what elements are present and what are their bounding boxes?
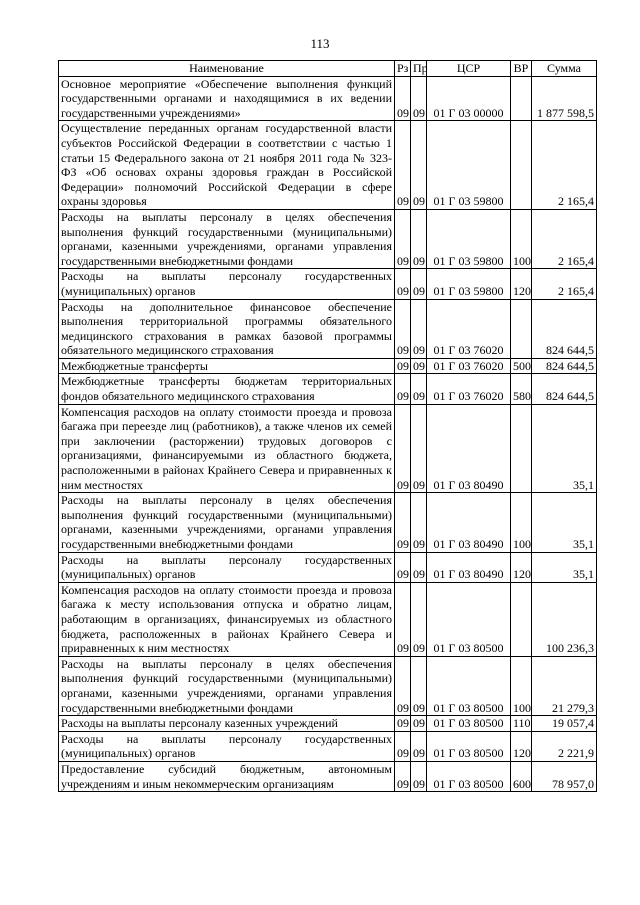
row-pr: 09 [411, 358, 427, 374]
row-rz: 09 [395, 269, 411, 299]
row-sum: 2 165,4 [532, 269, 597, 299]
row-pr: 09 [411, 209, 427, 268]
row-csr: 01 Г 03 80500 [427, 716, 511, 732]
header-vr: ВР [511, 61, 532, 77]
row-csr: 01 Г 03 80500 [427, 731, 511, 761]
row-pr: 09 [411, 299, 427, 358]
table-row [59, 121, 597, 210]
table-body [59, 76, 597, 792]
row-sum: 35,1 [532, 404, 597, 493]
header-name: Наименование [59, 61, 395, 77]
row-name: Межбюджетные трансферты бюджетам территориальных фондов обязательного медицинского страхования [59, 374, 395, 404]
row-sum: 19 057,4 [532, 716, 597, 732]
row-vr [511, 404, 532, 493]
row-csr: 01 Г 03 80500 [427, 582, 511, 656]
row-csr: 01 Г 03 76020 [427, 374, 511, 404]
row-rz: 09 [395, 404, 411, 493]
table-row [59, 299, 597, 358]
row-rz: 09 [395, 761, 411, 791]
row-name: Осуществление переданных органам государственной власти субъектов Российской Федерации в соответствии с частью 1 статьи 15 Федерального закона от 21 ноября 2011 года № 323-ФЗ «Об основах охраны здоровья граждан в Российской Федерации» полномочий Российской Федерации в сфере охраны здоровья [59, 121, 395, 210]
table-header-row [59, 61, 597, 77]
row-pr: 09 [411, 582, 427, 656]
table-row [59, 582, 597, 656]
row-pr: 09 [411, 493, 427, 552]
table-row [59, 209, 597, 268]
row-vr: 120 [511, 552, 532, 582]
row-vr: 500 [511, 358, 532, 374]
row-csr: 01 Г 03 80490 [427, 404, 511, 493]
row-name: Межбюджетные трансферты [59, 358, 395, 374]
row-csr: 01 Г 03 80490 [427, 552, 511, 582]
row-csr: 01 Г 03 59800 [427, 121, 511, 210]
budget-table [58, 60, 597, 792]
header-pr: Пр [411, 61, 427, 77]
row-vr: 580 [511, 374, 532, 404]
table-row [59, 731, 597, 761]
row-name: Расходы на выплаты персоналу государственных (муниципальных) органов [59, 269, 395, 299]
row-rz: 09 [395, 358, 411, 374]
row-sum: 824 644,5 [532, 374, 597, 404]
row-sum: 35,1 [532, 493, 597, 552]
page-number: 113 [310, 36, 330, 51]
row-vr: 100 [511, 656, 532, 715]
table-row [59, 552, 597, 582]
row-vr [511, 582, 532, 656]
row-vr [511, 121, 532, 210]
row-pr: 09 [411, 374, 427, 404]
table-row [59, 374, 597, 404]
row-sum: 824 644,5 [532, 358, 597, 374]
header-rz: Рз [395, 61, 411, 77]
row-sum: 2 165,4 [532, 209, 597, 268]
row-pr: 09 [411, 731, 427, 761]
row-rz: 09 [395, 76, 411, 121]
row-name: Основное мероприятие «Обеспечение выполнения функций государственными органами и находящимися в их ведении государственными учреждениями» [59, 76, 395, 121]
row-name: Расходы на выплаты персоналу в целях обеспечения выполнения функций государственными (муниципальными) органами, казенными учреждениями, органами управления государственными внебюджетными фондами [59, 209, 395, 268]
row-sum: 78 957,0 [532, 761, 597, 791]
row-rz: 09 [395, 493, 411, 552]
row-sum: 21 279,3 [532, 656, 597, 715]
row-vr: 100 [511, 493, 532, 552]
row-pr: 09 [411, 552, 427, 582]
row-pr: 09 [411, 656, 427, 715]
row-pr: 09 [411, 76, 427, 121]
row-pr: 09 [411, 716, 427, 732]
header-sum: Сумма [532, 61, 597, 77]
row-sum: 2 221,9 [532, 731, 597, 761]
row-sum: 1 877 598,5 [532, 76, 597, 121]
row-sum: 824 644,5 [532, 299, 597, 358]
row-pr: 09 [411, 269, 427, 299]
table-row [59, 656, 597, 715]
table-row [59, 76, 597, 121]
row-rz: 09 [395, 121, 411, 210]
row-name: Компенсация расходов на оплату стоимости проезда и провоза багажа к месту использования отпуска и обратно лицам, работающим в организациях, финансируемых из областного бюджета, расположенных в районах Крайнего Севера и приравненных к ним местностях [59, 582, 395, 656]
row-name: Расходы на дополнительное финансовое обеспечение выполнения территориальной программы обязательного медицинского страхования в рамках базовой программы обязательного медицинского страхования [59, 299, 395, 358]
row-csr: 01 Г 03 80490 [427, 493, 511, 552]
row-name: Расходы на выплаты персоналу государственных (муниципальных) органов [59, 552, 395, 582]
row-name: Расходы на выплаты персоналу в целях обеспечения выполнения функций государственными (муниципальными) органами, казенными учреждениями, органами управления государственными внебюджетными фондами [59, 656, 395, 715]
row-name: Расходы на выплаты персоналу казенных учреждений [59, 716, 395, 732]
row-rz: 09 [395, 582, 411, 656]
row-csr: 01 Г 03 59800 [427, 209, 511, 268]
row-vr: 100 [511, 209, 532, 268]
row-rz: 09 [395, 299, 411, 358]
row-vr: 600 [511, 761, 532, 791]
row-name: Расходы на выплаты персоналу государственных (муниципальных) органов [59, 731, 395, 761]
table-row [59, 716, 597, 732]
row-csr: 01 Г 03 76020 [427, 299, 511, 358]
row-csr: 01 Г 03 80500 [427, 656, 511, 715]
table-row [59, 269, 597, 299]
row-vr: 110 [511, 716, 532, 732]
row-rz: 09 [395, 552, 411, 582]
row-csr: 01 Г 03 00000 [427, 76, 511, 121]
row-pr: 09 [411, 761, 427, 791]
row-pr: 09 [411, 121, 427, 210]
row-csr: 01 Г 03 59800 [427, 269, 511, 299]
table-row [59, 493, 597, 552]
row-vr: 120 [511, 731, 532, 761]
row-csr: 01 Г 03 76020 [427, 358, 511, 374]
row-rz: 09 [395, 731, 411, 761]
row-name: Компенсация расходов на оплату стоимости проезда и провоза багажа при переезде лиц (работников), а также членов их семей при заключении (расторжении) трудовых договоров с организациями, финансируемыми из областного бюджета, расположенными в районах Крайнего Севера и приравненных к ним местностях [59, 404, 395, 493]
table-row [59, 761, 597, 791]
row-rz: 09 [395, 374, 411, 404]
row-vr: 120 [511, 269, 532, 299]
row-rz: 09 [395, 209, 411, 268]
row-rz: 09 [395, 656, 411, 715]
row-name: Предоставление субсидий бюджетным, автономным учреждениям и иным некоммерческим организациям [59, 761, 395, 791]
row-rz: 09 [395, 716, 411, 732]
row-sum: 35,1 [532, 552, 597, 582]
row-pr: 09 [411, 404, 427, 493]
row-csr: 01 Г 03 80500 [427, 761, 511, 791]
row-name: Расходы на выплаты персоналу в целях обеспечения выполнения функций государственными (муниципальными) органами, казенными учреждениями, органами управления государственными внебюджетными фондами [59, 493, 395, 552]
row-sum: 100 236,3 [532, 582, 597, 656]
header-csr: ЦСР [427, 61, 511, 77]
table-row [59, 358, 597, 374]
table-row [59, 404, 597, 493]
row-vr [511, 299, 532, 358]
row-sum: 2 165,4 [532, 121, 597, 210]
row-vr [511, 76, 532, 121]
